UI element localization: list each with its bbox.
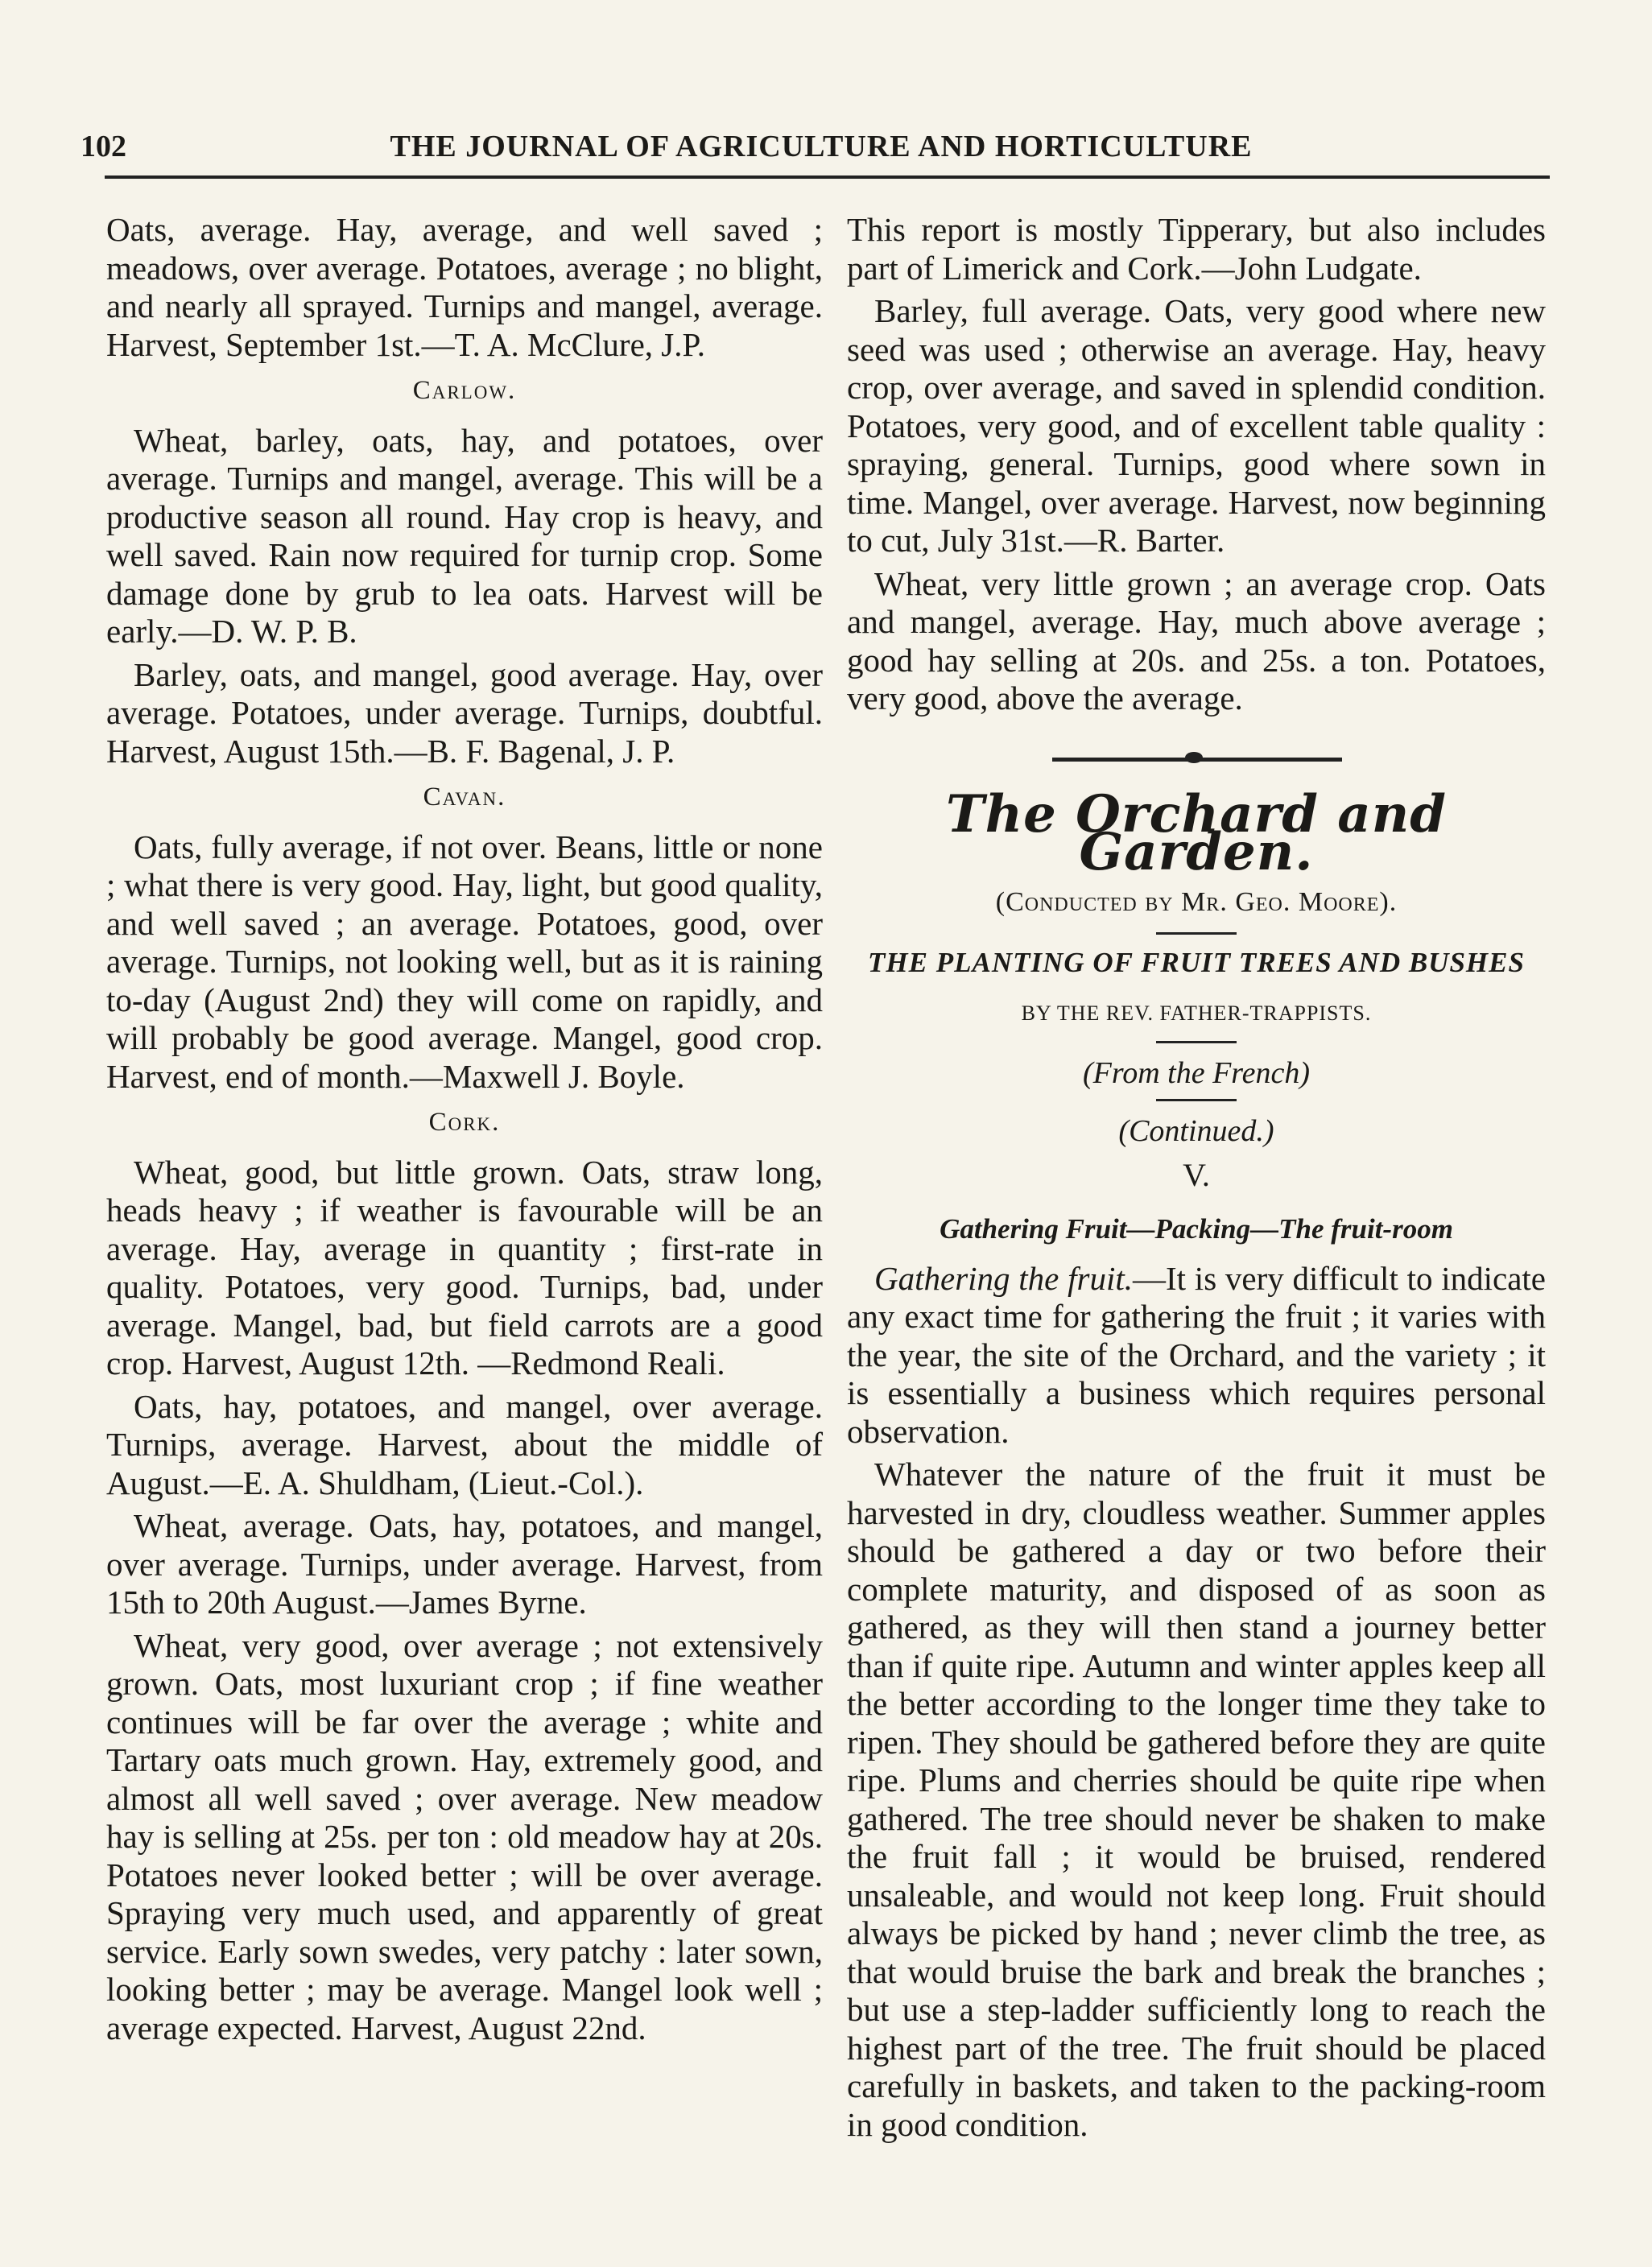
crop-report-paragraph: Barley, full average. Oats, very good where new seed was used ; otherwise an average. Hay, heavy crop, over average, and saved in splendid condition. Potatoes, very good, and of excellent table quality : spraying, general. Turnips, good where sown in time. Mangel, over average. Harvest, now beginning to cut, July 31st.—R. Barter.: [847, 292, 1546, 559]
chapter-number: V.: [1183, 1156, 1210, 1193]
page-header: [81, 129, 1562, 169]
section-editor-credit: (Conducted by Mr. Geo. Moore).: [995, 886, 1398, 917]
chapter-subhead: Gathering Fruit—Packing—The fruit-room: [940, 1213, 1453, 1245]
section-divider: [847, 750, 1546, 766]
county-heading-carlow: Carlow.: [412, 376, 517, 405]
left-column: [106, 211, 823, 2052]
crop-report-paragraph: Wheat, very good, over average ; not extensively grown. Oats, most luxuriant crop ; if fine weather continues will be far over the average ; white and Tartary oats much grown. Hay, extremely good, and almost all well saved ; over average. New meadow hay is selling at 25s. per ton : old meadow hay at 20s. Potatoes never looked better ; will be over average. Spraying very much used, and apparently of great service. Early sown swedes, very patchy : later sown, looking better ; may be average. Mangel look well ; average expected. Harvest, August 22nd.: [106, 1626, 823, 2046]
crop-report-paragraph: Oats, fully average, if not over. Beans, little or none ; what there is very good. Hay, light, but good quality, and well saved ; an average. Potatoes, good, over average. Turnips, not looking well, but as it is raining to-day (August 2nd) they will come on rapidly, and will probably be good average. Mangel, good crop. Harvest, end of month.—Maxwell J. Boyle.: [106, 828, 823, 1095]
article-paragraph: [847, 1260, 1546, 1451]
header-rule: [105, 175, 1550, 179]
article-paragraph: Whatever the nature of the fruit it must be harvested in dry, cloudless weather. Summer apples should be gathered a day or two before their complete maturity, and disposed of as soon as gathered, as they will then stand a journey better than if quite ripe. Autumn and winter apples keep all the better according to the longer time they take to ripen. They should be gathered before they are quite ripe. Plums and cherries should be quite ripe when gathered. The tree should never be shaken to make the fruit fall ; it would be bruised, rendered unsaleable, and would not keep long. Fruit should always be picked by hand ; never climb the tree, as that would bruise the bark and break the branches ; but use a step-ladder sufficiently long to reach the highest part of the tree. The fruit should be placed carefully in baskets, and taken to the packing-room in good condition.: [847, 1456, 1546, 2143]
crop-report-paragraph: Wheat, good, but little grown. Oats, straw long, heads heavy ; if weather is favourable will be an average. Hay, average in quantity ; first-rate in quality. Potatoes, very good. Turnips, bad, under average. Mangel, bad, but field carrots are a good crop. Harvest, August 12th. —Redmond Reali.: [106, 1153, 823, 1381]
paragraph-lead: Gathering the fruit.: [874, 1259, 1134, 1297]
short-rule: [1156, 1099, 1237, 1101]
paragraph-text: —It is very difficult to indicate any exact time for gathering the fruit ; it varies with the year, the site of the Orchard, and the variety ; it is essentially a business which requires personal observation.: [847, 1259, 1546, 1450]
crop-report-paragraph: This report is mostly Tipperary, but also includes part of Limerick and Cork.—John Ludgate.: [847, 211, 1546, 287]
article-byline: BY THE REV. FATHER-TRAPPISTS.: [1021, 1001, 1372, 1025]
crop-report-paragraph: Wheat, very little grown ; an average crop. Oats and mangel, average. Hay, much above average ; good hay selling at 20s. and 25s. a ton. Potatoes, very good, above the average.: [847, 564, 1546, 716]
right-column: [847, 211, 1546, 2149]
crop-report-paragraph: Oats, hay, potatoes, and mangel, over average. Turnips, average. Harvest, about the middle of August.—E. A. Shuldham, (Lieut.-Col.).: [106, 1387, 823, 1501]
continued-note: (Continued.): [1118, 1114, 1274, 1148]
county-heading-cavan: Cavan.: [423, 783, 506, 811]
crop-report-paragraph: Wheat, average. Oats, hay, potatoes, and mangel, over average. Turnips, under average. Harvest, from 15th to 20th August.—James Byrne.: [106, 1507, 823, 1621]
article-title: THE PLANTING OF FRUIT TREES AND BUSHES: [868, 947, 1525, 978]
short-rule: [1156, 932, 1237, 935]
crop-report-paragraph: Barley, oats, and mangel, good average. Hay, over average. Potatoes, under average. Turnips, doubtful. Harvest, August 15th.—B. F. Bagenal, J. P.: [106, 655, 823, 770]
crop-report-paragraph: Oats, average. Hay, average, and well saved ; meadows, over average. Potatoes, average ; no blight, and nearly all sprayed. Turnips and mangel, average. Harvest, September 1st.—T. A. McClure, J.P.: [106, 211, 823, 363]
translation-note: (From the French): [1082, 1055, 1311, 1090]
section-title: The Orchard and Garden.: [945, 783, 1448, 882]
crop-report-paragraph: Wheat, barley, oats, hay, and potatoes, over average. Turnips and mangel, average. This will be a productive season all round. Hay crop is heavy, and well saved. Rain now required for turnip crop. Some damage done by grub to lea oats. Harvest will be early.—D. W. P. B.: [106, 421, 823, 650]
short-rule: [1156, 1041, 1237, 1043]
page-number: 102: [81, 130, 126, 163]
county-heading-cork: Cork.: [428, 1108, 501, 1137]
divider-ornament-icon: [1185, 752, 1203, 763]
journal-title: THE JOURNAL OF AGRICULTURE AND HORTICULTURE: [390, 130, 1253, 163]
